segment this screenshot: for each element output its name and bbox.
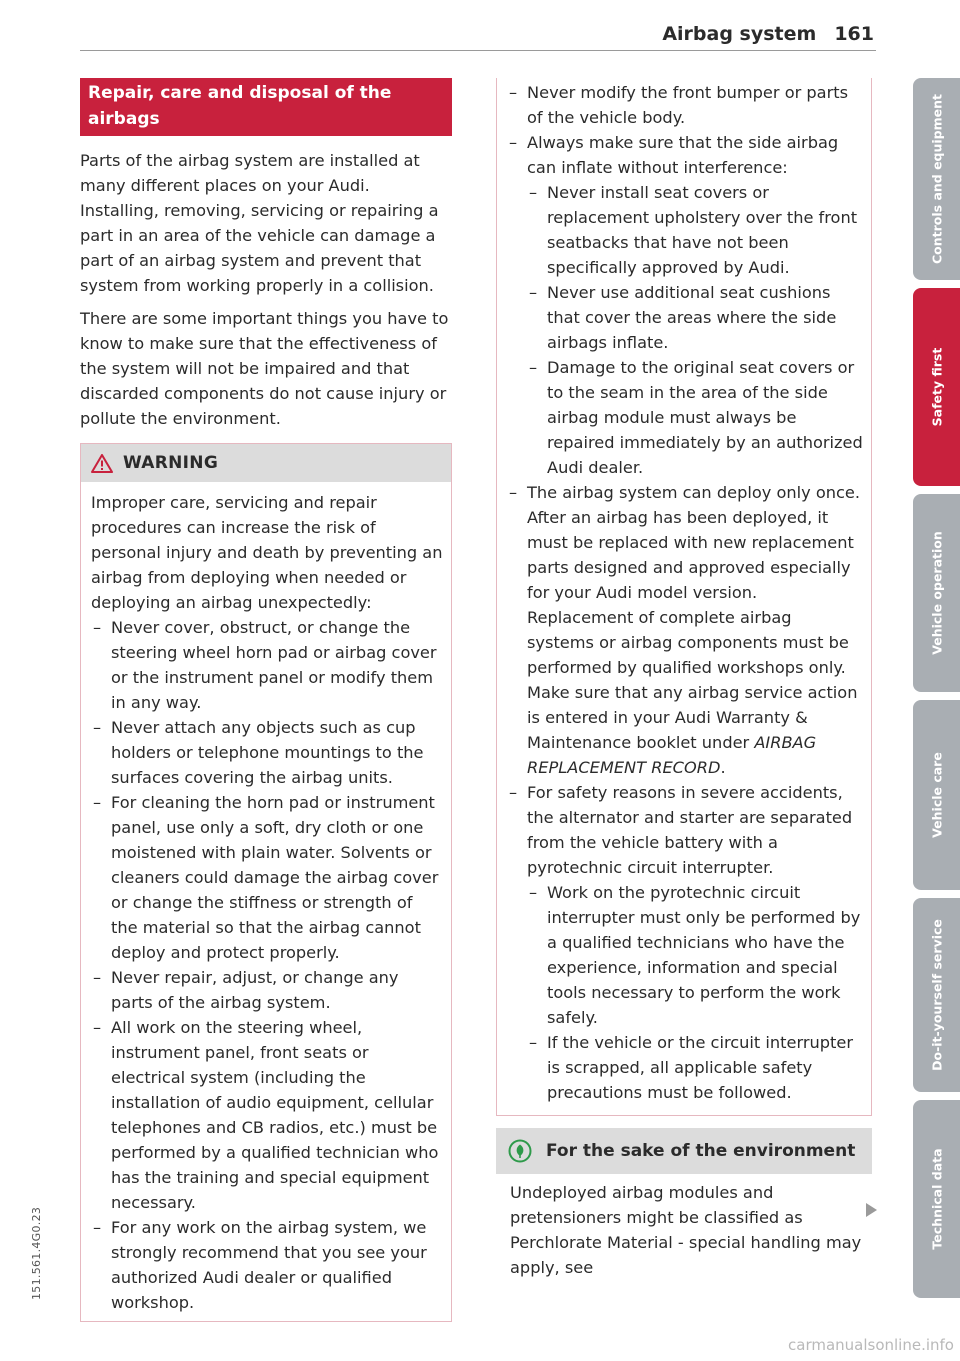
tab-label: Do-it-yourself service (929, 919, 944, 1071)
intro-paragraph-2: There are some important things you have to know to make sure that the effectiveness of the system will not be impaired and that discarded components do not cause injury or pollute the environment. (80, 309, 449, 428)
continue-arrow-icon (866, 1203, 877, 1217)
warning-item (507, 780, 863, 1105)
deploy-text: The airbag system can deploy only once. After an airbag has been deployed, it must be replaced with new replacement parts designed and approved especially for your Audi model version. Replacement of complete airbag systems or airbag components must be performed by qualified workshops only. Make sure that any airbag service action is entered in your Audi Warranty & Maintenance booklet under (527, 483, 861, 752)
tab-do-it-yourself-service[interactable] (913, 898, 960, 1092)
left-column (80, 78, 452, 1322)
environment-title: For the sake of the environment (546, 1140, 856, 1161)
warning-body (81, 482, 451, 1321)
warning-subitem: – If the vehicle or the circuit interrupter is scrapped, all applicable safety precautions must be followed. (527, 1030, 863, 1105)
tab-technical-data[interactable] (913, 1100, 960, 1298)
warning-subitem: – Never use additional seat cushions that cover the areas where the side airbags inflate. (527, 280, 863, 355)
page-number: 161 (834, 23, 874, 45)
tab-label: Safety first (929, 347, 944, 427)
warning-triangle-icon (91, 454, 113, 473)
warning-sublist (527, 880, 863, 1105)
chapter-title: Airbag system (662, 23, 817, 45)
warning-item (507, 130, 863, 480)
page-header (662, 23, 874, 45)
warning-item: – All work on the steering wheel, instrument panel, front seats or electrical system (including the installation of audio equipment, cellular telephones and CB radios, etc.) must be performed by a qualified technician who has the training and special equipment necessary. (91, 1015, 443, 1215)
record-reference: AIRBAG REPLACEMENT RECORD (527, 733, 817, 777)
warning-continued-list (507, 80, 863, 1105)
deploy-suffix: . (720, 758, 726, 777)
warning-item: – For cleaning the horn pad or instrument panel, use only a soft, dry cloth or one moistened with plain water. Solvents or cleaners could damage the airbag cover or change the stiffness or strength of the material so that the airbag cannot deploy and protect properly. (91, 790, 443, 965)
warning-subitem: – Never install seat covers or replacement upholstery over the front seatbacks that have not been specifically approved by Audi. (527, 180, 863, 280)
warning-label: WARNING (123, 452, 219, 473)
warning-item: – For any work on the airbag system, we strongly recommend that you see your authorized Audi dealer or qualified workshop. (91, 1215, 443, 1315)
environment-text: Undeployed airbag modules and pretensioners might be classified as Perchlorate Material - special handling may apply, see (510, 1183, 862, 1277)
warning-header (81, 444, 451, 482)
warning-item: – Never repair, adjust, or change any parts of the airbag system. (91, 965, 443, 1015)
tab-controls-and-equipment[interactable] (913, 78, 960, 280)
tab-label: Technical data (929, 1148, 944, 1250)
right-column (496, 78, 872, 1280)
warning-item-text: Always make sure that the side airbag can inflate without interference: (527, 133, 839, 177)
warning-list (91, 615, 443, 1315)
warning-item-text: For safety reasons in severe accidents, the alternator and starter are separated from the vehicle battery with a pyrotechnic circuit interrupter. (527, 783, 853, 877)
warning-item (507, 480, 863, 780)
warning-item: – Never modify the front bumper or parts of the vehicle body. (507, 80, 863, 130)
warning-continued-box (496, 78, 872, 1116)
watermark: carmanualsonline.info (788, 1336, 954, 1354)
tab-label: Vehicle operation (929, 531, 944, 655)
warning-subitem: – Damage to the original seat covers or to the seam in the area of the side airbag module must always be repaired immediately by an authorized Audi dealer. (527, 355, 863, 480)
warning-item: – Never attach any objects such as cup holders or telephone mountings to the surfaces covering the airbag units. (91, 715, 443, 790)
warning-sublist (527, 180, 863, 480)
environment-header (496, 1128, 872, 1174)
tab-safety-first[interactable] (913, 288, 960, 486)
document-code: 151.561.4G0.23 (30, 1206, 43, 1300)
warning-intro: Improper care, servicing and repair procedures can increase the risk of personal injury and death by preventing an airbag from deploying when needed or deploying an airbag unexpectedly: (91, 493, 443, 612)
environment-leaf-icon (508, 1139, 532, 1163)
warning-subitem: – Work on the pyrotechnic circuit interrupter must only be performed by a qualified technicians who have the experience, information and special tools necessary to perform the work safely. (527, 880, 863, 1030)
warning-item: – Never cover, obstruct, or change the steering wheel horn pad or airbag cover or the instrument panel or modify them in any way. (91, 615, 443, 715)
warning-box (80, 443, 452, 1322)
intro-paragraph-1: Parts of the airbag system are installed at many different places on your Audi. Installing, removing, servicing or repairing a part in an area of the vehicle can damage a part of an airbag system and prevent that system from working properly in a collision. (80, 151, 439, 295)
section-title: Repair, care and disposal of the airbags (80, 78, 452, 136)
tab-vehicle-operation[interactable] (913, 494, 960, 692)
tab-label: Controls and equipment (929, 93, 944, 265)
tab-vehicle-care[interactable] (913, 700, 960, 890)
header-rule (80, 50, 876, 51)
tab-label: Vehicle care (929, 752, 944, 838)
